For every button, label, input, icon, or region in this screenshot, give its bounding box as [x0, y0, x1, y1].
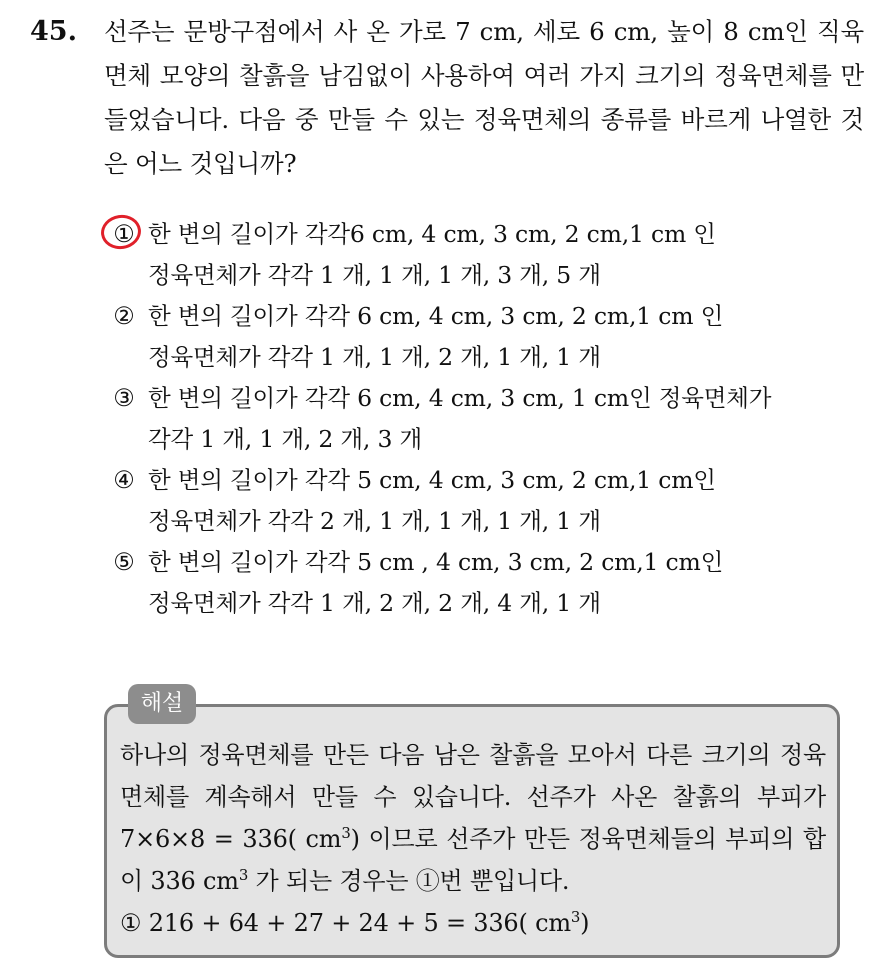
option-line-1: 한 변의 길이가 각각 5 cm , 4 cm, 3 cm, 2 cm,1 cm인: [148, 548, 724, 576]
formula-text: ① 216 + 64 + 27 + 24 + 5 = 336( cm: [120, 909, 571, 937]
option-5[interactable]: [104, 542, 824, 624]
explanation-part-3: 가 되는 경우는 ①번 뿐입니다.: [248, 867, 570, 895]
option-number: ③: [113, 384, 135, 412]
superscript-cubed: 3: [341, 824, 351, 843]
option-line-2: 정육면체가 각각 1 개, 2 개, 2 개, 4 개, 1 개: [148, 589, 601, 617]
option-number: ⑤: [113, 548, 135, 576]
option-4[interactable]: [104, 460, 824, 542]
option-number: ①: [113, 220, 135, 248]
question-text: 선주는 문방구점에서 사 온 가로 7 cm, 세로 6 cm, 높이 8 cm인 직육면체 모양의 찰흙을 남김없이 사용하여 여러 가지 크기의 정육면체를 만들었습니다. 다음 중 만들 수 있는 정육면체의 종류를 바르게 나열한 것은 어느 것입니까?: [104, 17, 864, 178]
option-line-1: 한 변의 길이가 각각 6 cm, 4 cm, 3 cm, 1 cm인 정육면체가: [148, 384, 772, 412]
option-line-1: 한 변의 길이가 각각6 cm, 4 cm, 3 cm, 2 cm,1 cm 인: [148, 220, 716, 248]
option-number: ②: [113, 302, 135, 330]
option-3[interactable]: [104, 378, 824, 460]
option-line-1: 한 변의 길이가 각각 6 cm, 4 cm, 3 cm, 2 cm,1 cm 인: [148, 302, 724, 330]
superscript-cubed: 3: [570, 908, 581, 927]
explanation-formula: [120, 902, 826, 944]
option-line-2: 정육면체가 각각 1 개, 1 개, 1 개, 3 개, 5 개: [148, 261, 601, 289]
option-number: ④: [113, 466, 135, 494]
explanation-part-2: ) 이므로 선주가 만든 정육면체들의 부피의 합이 336 cm: [120, 825, 826, 895]
superscript-cubed: 3: [238, 866, 249, 885]
option-line-2: 정육면체가 각각 2 개, 1 개, 1 개, 1 개, 1 개: [148, 507, 601, 535]
answer-options: [104, 214, 824, 624]
option-line-2: 각각 1 개, 1 개, 2 개, 3 개: [148, 425, 422, 453]
explanation-label: 해설: [128, 684, 196, 724]
option-line-1: 한 변의 길이가 각각 5 cm, 4 cm, 3 cm, 2 cm,1 cm인: [148, 466, 716, 494]
option-line-2: 정육면체가 각각 1 개, 1 개, 2 개, 1 개, 1 개: [148, 343, 601, 371]
formula-end: ): [580, 909, 590, 937]
explanation-part-1: 하나의 정육면체를 만든 다음 남은 찰흙을 모아서 다른 크기의 정육면체를 계속해서 만들 수 있습니다. 선주가 사온 찰흙의 부피가 7×6×8 = 336( cm: [120, 741, 826, 853]
option-1[interactable]: [104, 214, 824, 296]
question-number: 45.: [30, 16, 77, 47]
option-2[interactable]: [104, 296, 824, 378]
explanation-text: [120, 734, 826, 944]
